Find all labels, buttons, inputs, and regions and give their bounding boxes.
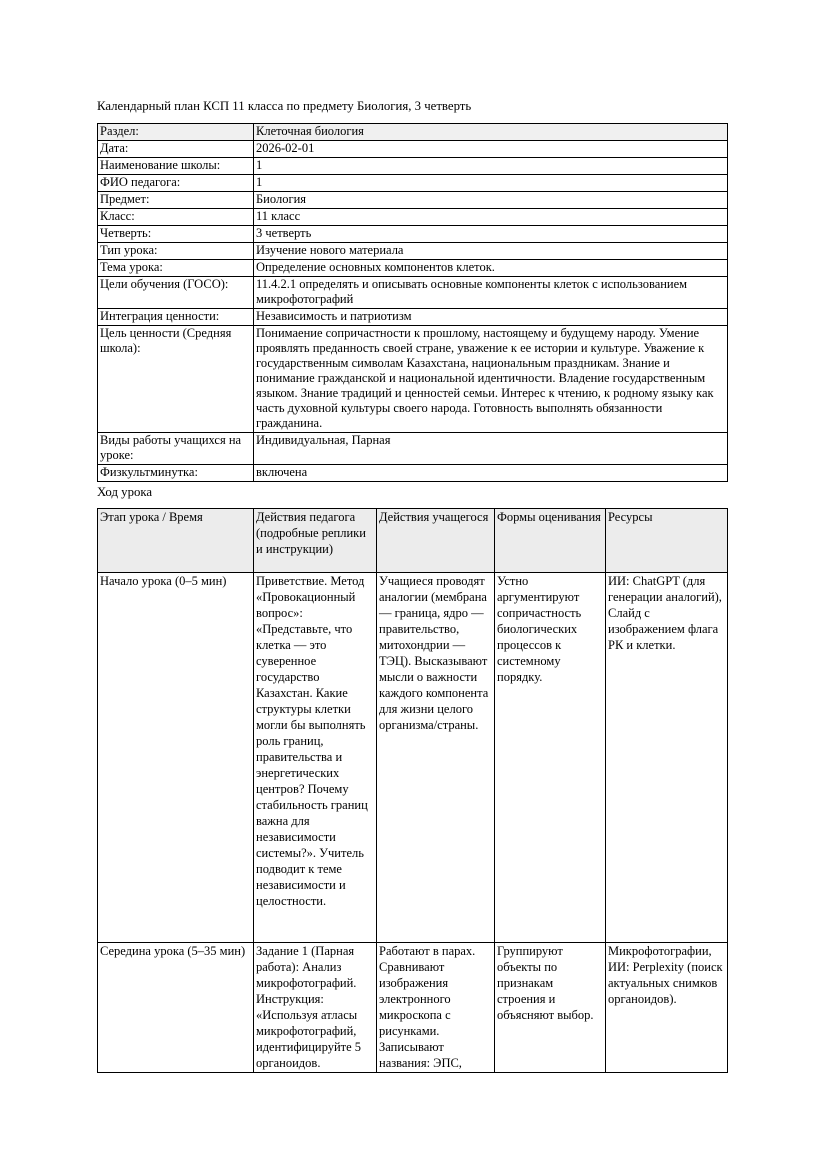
info-label: Цели обучения (ГОСО): — [98, 277, 254, 309]
info-label: Тема урока: — [98, 260, 254, 277]
stage-cell: Середина урока (5–35 мин) — [98, 943, 254, 1073]
table-row — [98, 243, 728, 260]
table-row — [98, 309, 728, 326]
lesson-flow-table — [97, 508, 728, 1073]
info-label: Интеграция ценности: — [98, 309, 254, 326]
student-actions-cell: Учащиеся проводят аналогии (мембрана — граница, ядро — правительство, митохондрии — ТЭЦ). Высказывают мысли о важности каждого компонента для жизни целого организма/страны. — [377, 573, 495, 943]
info-label: Предмет: — [98, 192, 254, 209]
column-header-teacher-actions: Действия педагога (подробные реплики и инструкции) — [254, 509, 377, 573]
section-heading: Ход урока — [97, 485, 153, 499]
info-value: 11 класс — [254, 209, 728, 226]
info-label: Наименование школы: — [98, 158, 254, 175]
table-row — [98, 465, 728, 482]
table-row — [98, 226, 728, 243]
teacher-actions-cell: Приветствие. Метод «Провокационный вопрос»: «Представьте, что клетка — это суверенное государство Казахстан. Какие структуры клетки могли бы выполнять роль границ, правительства и энергетических центров? Почему стабильность границ важна для независимости системы?». Учитель подводит к теме независимости и целостности. — [254, 573, 377, 943]
info-label: ФИО педагога: — [98, 175, 254, 192]
info-label: Дата: — [98, 141, 254, 158]
info-label: Класс: — [98, 209, 254, 226]
table-row — [98, 943, 728, 1073]
info-value: Биология — [254, 192, 728, 209]
column-header-resources: Ресурсы — [606, 509, 728, 573]
info-value: 2026-02-01 — [254, 141, 728, 158]
info-label: Цель ценности (Средняя школа): — [98, 326, 254, 433]
info-value: 3 четверть — [254, 226, 728, 243]
stage-cell: Начало урока (0–5 мин) — [98, 573, 254, 943]
page-title: Календарный план КСП 11 класса по предмету Биология, 3 четверть — [97, 99, 472, 113]
column-header-assessment: Формы оценивания — [495, 509, 606, 573]
resources-cell: ИИ: ChatGPT (для генерации аналогий), Слайд с изображением флага РК и клетки. — [606, 573, 728, 943]
table-row — [98, 158, 728, 175]
info-value: Изучение нового материала — [254, 243, 728, 260]
document-page — [97, 99, 727, 1073]
teacher-actions-cell: Задание 1 (Парная работа): Анализ микрофотографий. Инструкция: «Используя атласы микрофотографий, идентифицируйте 5 органоидов. — [254, 943, 377, 1073]
table-row — [98, 192, 728, 209]
column-header-stage: Этап урока / Время — [98, 509, 254, 573]
info-value: 11.4.2.1 определять и описывать основные компоненты клеток с использованием микрофотографий — [254, 277, 728, 309]
lesson-info-table — [97, 123, 728, 482]
assessment-cell: Устно аргументируют сопричастность биологических процессов к системному порядку. — [495, 573, 606, 943]
table-row — [98, 141, 728, 158]
table-row — [98, 209, 728, 226]
resources-cell: Микрофотографии, ИИ: Perplexity (поиск актуальных снимков органоидов). — [606, 943, 728, 1073]
info-value: включена — [254, 465, 728, 482]
table-row — [98, 326, 728, 433]
info-label: Физкультминутка: — [98, 465, 254, 482]
table-row — [98, 260, 728, 277]
info-value: Определение основных компонентов клеток. — [254, 260, 728, 277]
info-label: Тип урока: — [98, 243, 254, 260]
table-row — [98, 277, 728, 309]
info-label: Четверть: — [98, 226, 254, 243]
info-value: Клеточная биология — [254, 124, 728, 141]
info-value: Понимаение сопричастности к прошлому, настоящему и будущему народу. Умение проявлять преданность своей стране, уважение к ее истории и культуре. Уважение к государственным символам Казахстана, национальным праздникам. Знание и понимание гражданской и национальной идентичности. Владение государственным языком. Знание традиций и ценностей семьи. Интерес к чтению, к родному языку как часть духовной культуры своего народа. Готовность выполнять обязанности гражданина. — [254, 326, 728, 433]
assessment-cell: Группируют объекты по признакам строения и объясняют выбор. — [495, 943, 606, 1073]
info-value: Независимость и патриотизм — [254, 309, 728, 326]
header-row — [98, 509, 728, 573]
info-label: Раздел: — [98, 124, 254, 141]
table-row — [98, 573, 728, 943]
student-actions-cell: Работают в парах. Сравнивают изображения электронного микроскопа с рисунками. Записывают названия: ЭПС, — [377, 943, 495, 1073]
column-header-student-actions: Действия учащегося — [377, 509, 495, 573]
info-value: Индивидуальная, Парная — [254, 433, 728, 465]
info-value: 1 — [254, 175, 728, 192]
table-row — [98, 124, 728, 141]
info-value: 1 — [254, 158, 728, 175]
table-row — [98, 433, 728, 465]
info-label: Виды работы учащихся на уроке: — [98, 433, 254, 465]
table-row — [98, 175, 728, 192]
